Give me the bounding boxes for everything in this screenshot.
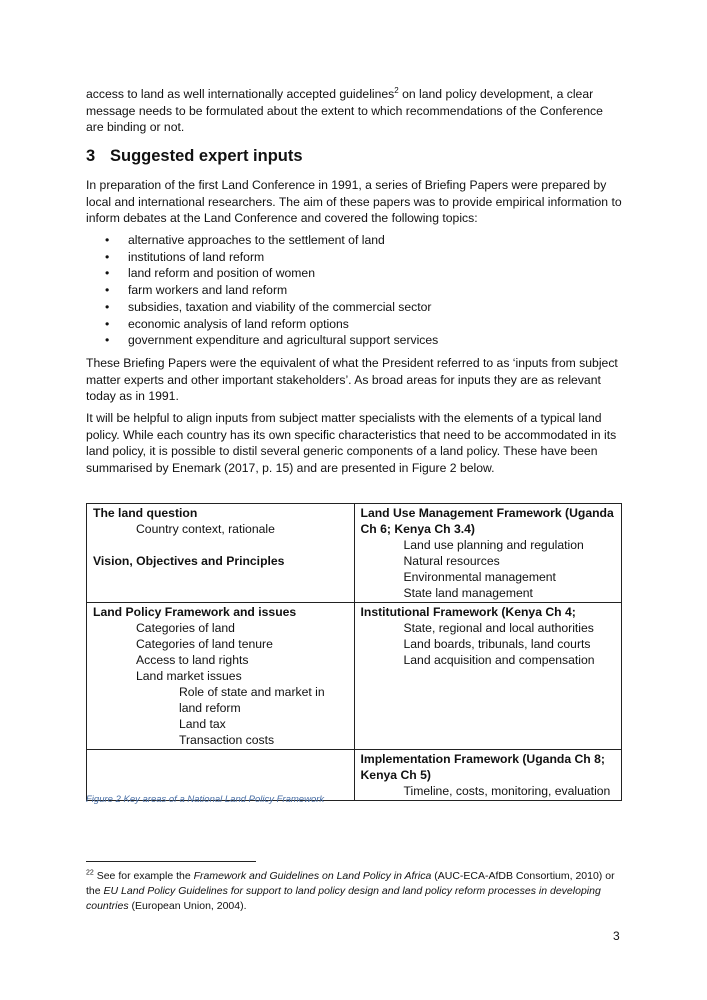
table-cell — [87, 504, 355, 603]
paragraph-briefing-papers: In preparation of the first Land Conference in 1991, a series of Briefing Papers were prepared by local and international researchers. The aim of these papers was to provide empirical information to inform debates at the Land Conference and covered the following topics: — [86, 178, 622, 225]
cell-item: Natural resources — [403, 554, 500, 568]
footnote-reference[interactable]: 2 — [394, 85, 399, 95]
table-row — [87, 504, 622, 603]
intro-text: access to land as well internationally accepted guidelines — [86, 87, 395, 101]
footnote-marker: 22 — [86, 869, 94, 877]
cell-subitem: Transaction costs — [179, 733, 275, 747]
list-item: • alternative approaches to the settlement of land — [86, 232, 622, 249]
table-cell — [354, 504, 622, 603]
cell-item: Timeline, costs, monitoring, evaluation — [403, 784, 611, 798]
section-number: 3 — [86, 147, 96, 165]
cell-subitem: Land tax — [179, 717, 226, 731]
paragraph-equivalent: These Briefing Papers were the equivalent of what the President referred to as ‘inputs from subject matter experts and other important stakeholders’. As broad areas for inputs they are as relevant today as in 1991. — [86, 356, 618, 403]
cell-item: Environmental management — [403, 570, 556, 584]
list-item: • subsidies, taxation and viability of the commercial sector — [86, 299, 622, 316]
figure-caption: Figure 2 Key areas of a National Land Policy Framework — [86, 794, 325, 805]
footnote — [86, 869, 622, 914]
cell-heading: Implementation Framework (Uganda Ch 8; Kenya Ch 5) — [360, 752, 605, 782]
footnote-text: (AUC-ECA-AfDB Consortium, 2010) or the — [86, 870, 615, 897]
list-item: • land reform and position of women — [86, 265, 622, 282]
cell-item: Land boards, tribunals, land courts — [403, 637, 591, 651]
cell-heading: The land question — [93, 506, 198, 520]
table-cell-empty — [87, 750, 355, 801]
intro-text-continued: on land policy development, a clear message needs to be formulated about the extent to which recommendations of the Conference are binding or not. — [86, 87, 603, 134]
cell-item: Land market issues — [136, 669, 242, 683]
table-cell — [354, 603, 622, 750]
cell-subitem: Role of state and market in land reform — [179, 685, 325, 715]
cell-heading: Land Policy Framework and issues — [93, 605, 297, 619]
cell-item: Categories of land tenure — [136, 637, 273, 651]
page-number: 3 — [613, 929, 620, 943]
list-item: • farm workers and land reform — [86, 282, 622, 299]
paragraph-align-inputs: It will be helpful to align inputs from subject matter specialists with the elements of a typical land policy. While each country has its own specific characteristics that need to be accommodated in its land policy, it is possible to distil several generic components of a land policy. These have been summarised by Enemark (2017, p. 15) and are presented in Figure 2 below. — [86, 411, 617, 475]
section-heading — [86, 147, 303, 166]
cell-item: State, regional and local authorities — [403, 621, 594, 635]
intro-paragraph — [86, 86, 622, 136]
table-cell — [87, 603, 355, 750]
footnote-title: Framework and Guidelines on Land Policy in Africa — [193, 870, 432, 882]
cell-item: State land management — [403, 586, 533, 600]
cell-item: Categories of land — [136, 621, 235, 635]
table-row — [87, 603, 622, 750]
footnote-divider — [86, 861, 256, 862]
cell-heading: Vision, Objectives and Principles — [93, 554, 285, 568]
list-item: • government expenditure and agricultural support services — [86, 332, 622, 349]
cell-heading: Land Use Management Framework (Uganda Ch 6; Kenya Ch 3.4) — [360, 506, 614, 536]
land-policy-framework-table — [86, 503, 622, 801]
footnote-text: See for example the — [93, 870, 194, 882]
footnote-title: EU Land Policy Guidelines for support to land policy design and land policy reform processes in developing countries — [86, 885, 601, 912]
cell-item: Land acquisition and compensation — [403, 653, 595, 667]
topics-list — [86, 232, 622, 349]
footnote-text: (European Union, 2004). — [128, 900, 247, 912]
cell-heading: Institutional Framework (Kenya Ch 4; — [360, 605, 576, 619]
table-row — [87, 750, 622, 801]
cell-item: Access to land rights — [136, 653, 249, 667]
section-title: Suggested expert inputs — [110, 147, 303, 165]
cell-item: Country context, rationale — [136, 522, 275, 536]
list-item: • economic analysis of land reform options — [86, 316, 622, 333]
cell-item: Land use planning and regulation — [403, 538, 584, 552]
table-cell — [354, 750, 622, 801]
list-item: • institutions of land reform — [86, 249, 622, 266]
